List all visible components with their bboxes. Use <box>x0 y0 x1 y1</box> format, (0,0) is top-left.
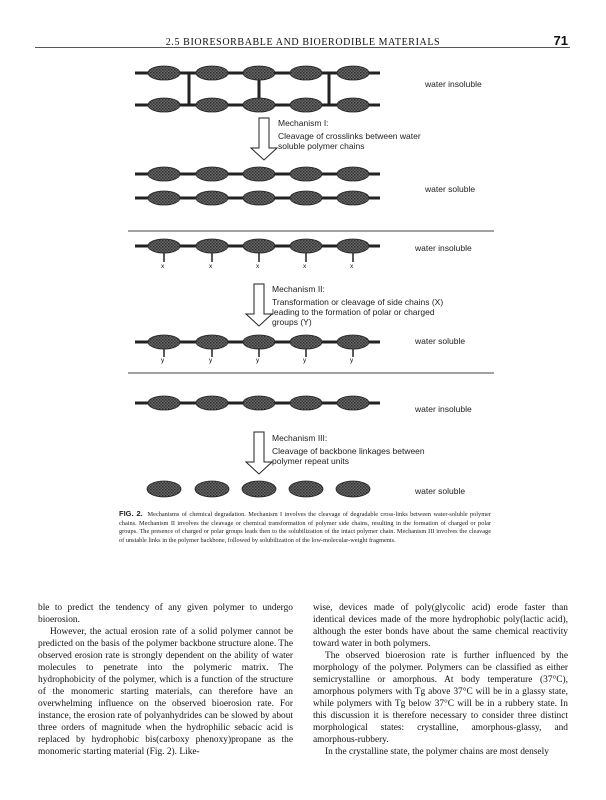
reaction-arrow <box>251 118 277 160</box>
side-chain-label: y <box>350 357 354 364</box>
side-chain-label: y <box>303 357 307 364</box>
repeat-unit <box>290 396 322 410</box>
repeat-unit <box>243 191 275 205</box>
panel3-mechanism-line: Cleavage of backbone linkages between <box>272 446 425 456</box>
running-head: 2.5 BIORESORBABLE AND BIOERODIBLE MATERIALS <box>165 37 441 48</box>
side-chain-label: y <box>256 357 260 364</box>
panel2-mechanism-line: leading to the formation of polar or charged <box>272 307 435 317</box>
repeat-unit <box>196 66 228 80</box>
fragment-unit <box>195 481 229 497</box>
side-chain-label: y <box>161 357 165 364</box>
repeat-unit <box>243 98 275 112</box>
panel2-mechanism <box>272 284 443 327</box>
repeat-unit <box>148 98 180 112</box>
fragment-unit <box>336 481 370 497</box>
repeat-unit <box>290 167 322 181</box>
panel3-mechanism <box>272 433 425 466</box>
repeat-unit <box>148 66 180 80</box>
repeat-unit <box>243 167 275 181</box>
repeat-unit <box>148 396 180 410</box>
side-chain-label: y <box>209 357 213 364</box>
fragment-unit <box>242 481 276 497</box>
repeat-unit <box>243 396 275 410</box>
repeat-unit <box>196 191 228 205</box>
repeat-unit <box>196 396 228 410</box>
panel2-top-label: water insoluble <box>415 243 472 253</box>
repeat-unit <box>290 98 322 112</box>
repeat-unit <box>196 335 228 349</box>
side-chain-label: x <box>350 263 354 270</box>
repeat-unit <box>290 191 322 205</box>
body-left-column <box>38 602 293 758</box>
caption-text: Mechanisms of chemical degradation. Mechanism I involves the cleavage of degradable cross-links between water-soluble polymer chains. Mechanism II involves the cleavage or chemical transformation of polymer side chains, resulting in the formation of charged or polar groups. The presence of charged or polar groups leads then to the solubilization of the intact polymer chain. Mechanism III involves the cleavage of unstable links in the polymer backbone, followed by solubilization of the low-molecular-weight fragments. <box>119 511 491 544</box>
panel2-mechanism-line: groups (Y) <box>272 317 312 327</box>
paragraph: The observed bioerosion rate is further influenced by the morphology of the polymer. Polymers can be classified as either semicrystalline or amorphous. At body temperature (37°C), amorphous polymers with Tg above 37°C will be in a glassy state, while polymers with Tg below 37°C will be in a rubbery state. In this discussion it is therefore necessary to consider three distinct morphological states: crystalline, amorphous-glassy, and amorphous-rubbery. <box>313 651 568 745</box>
repeat-unit <box>290 66 322 80</box>
repeat-unit <box>148 167 180 181</box>
side-chain-label: x <box>209 263 213 270</box>
paragraph: In the crystalline state, the polymer chains are most densely <box>325 747 549 757</box>
fragment-unit <box>289 481 323 497</box>
repeat-unit <box>337 335 369 349</box>
repeat-unit <box>243 335 275 349</box>
panel3-bottom-label: water soluble <box>415 486 466 496</box>
repeat-unit <box>337 167 369 181</box>
repeat-unit <box>196 98 228 112</box>
panel3-mechanism-title: Mechanism III: <box>272 433 328 443</box>
panel2-mechanism-line: Transformation or cleavage of side chains (X) <box>272 297 444 307</box>
side-chain-label: x <box>161 263 165 270</box>
reaction-arrow <box>246 284 272 326</box>
panel2-bottom-label: water soluble <box>415 336 466 346</box>
paragraph: wise, devices made of poly(glycolic acid) erode faster than identical devices made of the more hydrophobic poly(lactic acid), although the ester bonds have about the same chemical reactivity toward water in both polymers. <box>313 603 568 649</box>
repeat-unit <box>337 98 369 112</box>
repeat-unit <box>337 191 369 205</box>
side-chain-label: x <box>256 263 260 270</box>
body-right-column <box>313 602 568 758</box>
paragraph: However, the actual erosion rate of a solid polymer cannot be predicted on the basis of the polymer backbone structure alone. The observed erosion rate is strongly dependent on the ability of water molecules to penetrate into the polymeric matrix. The hydrophobicity of the polymer, which is a function of the structure of the monomeric starting materials, can therefore have an overwhelming influence on the observed bioerosion rate. For instance, the erosion rate of polyanhydrides can be slowed by about three orders of magnitude when the hydrophilic sebacic acid is replaced by hydrophobic bis(carboxy phenoxy)propane as the monomeric starting material (Fig. 2). Like- <box>38 627 293 757</box>
reaction-arrow <box>246 432 272 474</box>
fragment-unit <box>147 481 181 497</box>
repeat-unit <box>148 239 180 253</box>
repeat-unit <box>196 239 228 253</box>
page-number: 71 <box>553 33 568 48</box>
panel1-mechanism-line: Cleavage of crosslinks between water <box>278 131 421 141</box>
panel1-mechanism <box>278 118 421 151</box>
panel3-top-label: water insoluble <box>415 404 472 414</box>
paragraph: ble to predict the tendency of any given polymer to undergo bioerosion. <box>38 603 293 625</box>
repeat-unit <box>290 335 322 349</box>
repeat-unit <box>196 167 228 181</box>
repeat-unit <box>290 239 322 253</box>
repeat-unit <box>148 335 180 349</box>
repeat-unit <box>337 239 369 253</box>
panel1-mechanism-title: Mechanism I: <box>278 118 329 128</box>
panel1-mechanism-line: soluble polymer chains <box>278 141 365 151</box>
repeat-unit <box>243 239 275 253</box>
repeat-unit <box>148 191 180 205</box>
panel1-bottom-label: water soluble <box>425 184 476 194</box>
figure-caption <box>119 510 491 545</box>
panel1-top-label: water insoluble <box>425 79 482 89</box>
side-chain-label: x <box>303 263 307 270</box>
repeat-unit <box>243 66 275 80</box>
panel3-mechanism-line: polymer repeat units <box>272 456 350 466</box>
repeat-unit <box>337 396 369 410</box>
caption-label: FIG. 2. <box>119 509 143 518</box>
panel2-mechanism-title: Mechanism II: <box>272 284 325 294</box>
repeat-unit <box>337 66 369 80</box>
